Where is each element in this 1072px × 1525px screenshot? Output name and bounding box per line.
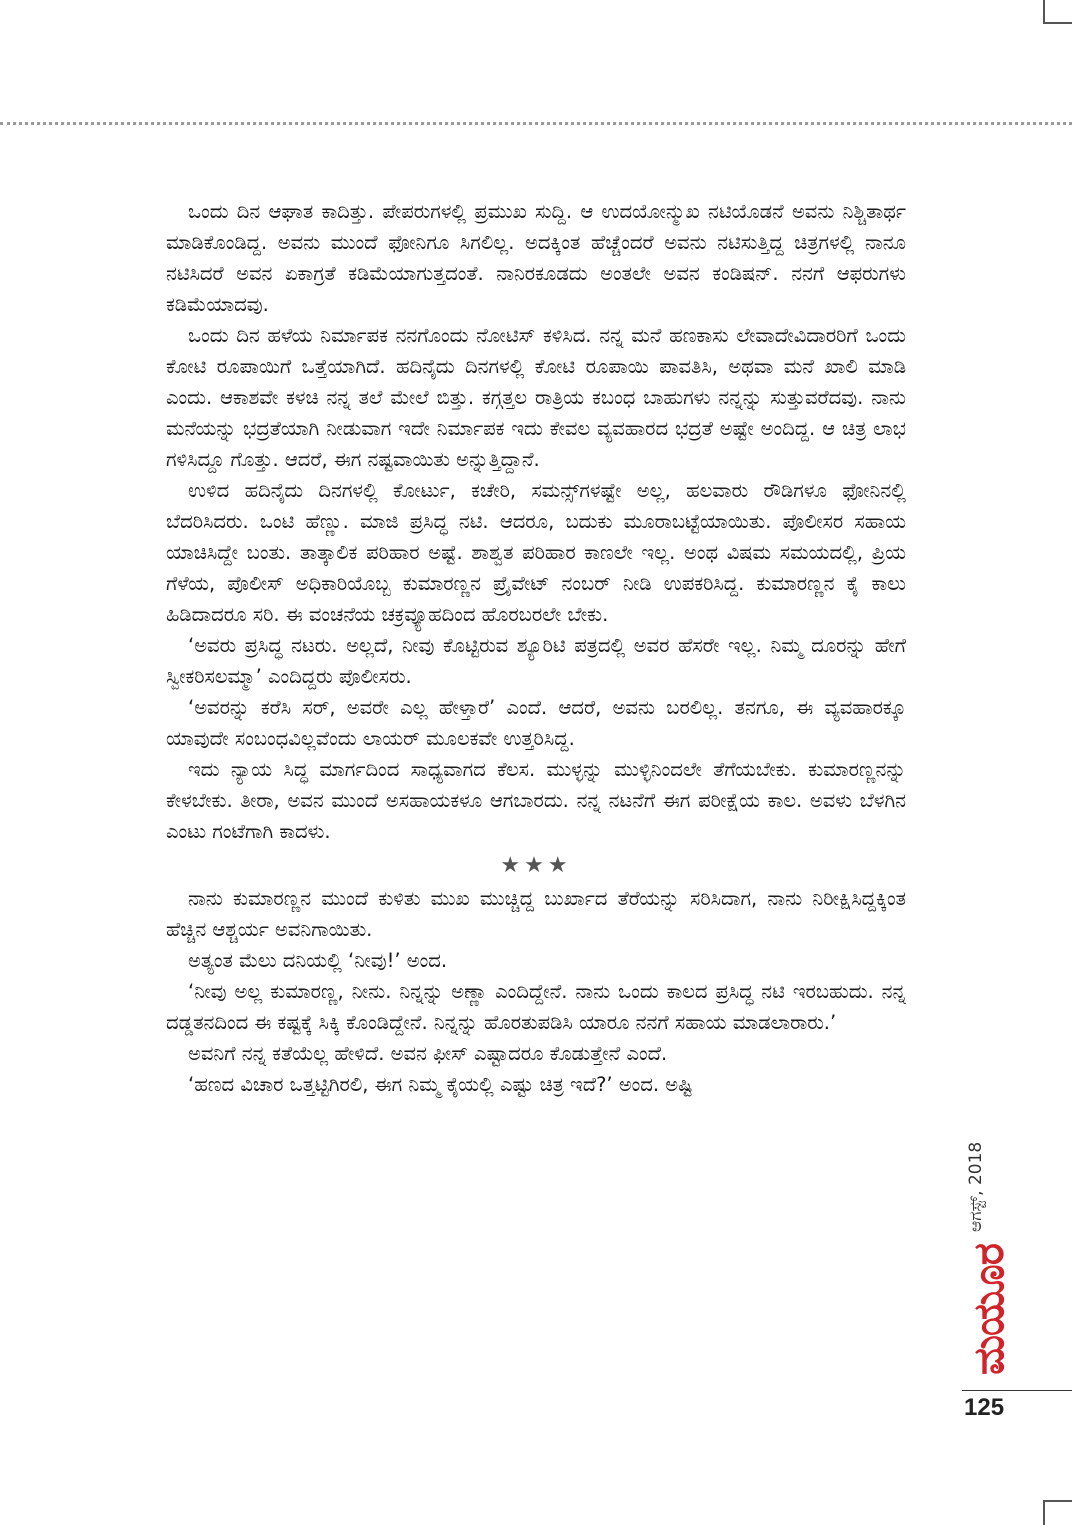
article-body [166, 196, 906, 1100]
paragraph: ಅತ್ಯಂತ ಮೆಲು ದನಿಯಲ್ಲಿ ‘ನೀವು!’ ಅಂದ. [188, 949, 448, 972]
paragraph: ಇದು ನ್ಯಾಯ ಸಿದ್ಧ ಮಾರ್ಗದಿಂದ ಸಾಧ್ಯವಾಗದ ಕೆಲಸ. ಮುಳ್ಳನ್ನು ಮುಳ್ಳಿನಿಂದಲೇ ತೆಗೆಯಬೇಕು. ಕುಮಾರಣ್ಣನನ್ನು ಕೇಳಬೇಕು. ತೀರಾ, ಅವನ ಮುಂದೆ ಅಸಹಾಯಕಳೂ ಆಗಬಾರದು. ನನ್ನ ನಟನೆಗೆ ಈಗ ಪರೀಕ್ಷೆಯ ಕಾಲ. ಅವಳು ಬೆಳಗಿನ ಎಂಟು ಗಂಟೆಗಾಗಿ ಕಾದಳು. [166, 758, 906, 843]
crop-mark-bottom-right-horizontal [1043, 1500, 1072, 1502]
paragraph: ಒಂದು ದಿನ ಹಳೆಯ ನಿರ್ಮಾಪಕ ನನಗೊಂದು ನೋಟಿಸ್ ಕಳಿಸಿದ. ನನ್ನ ಮನೆ ಹಣಕಾಸು ಲೇವಾದೇವಿದಾರರಿಗೆ ಒಂದು ಕೋಟಿ ರೂಪಾಯಿಗೆ ಒತ್ತೆಯಾಗಿದೆ. ಹದಿನೈದು ದಿನಗಳಲ್ಲಿ ಕೋಟಿ ರೂಪಾಯಿ ಪಾವತಿಸಿ, ಅಥವಾ ಮನೆ ಖಾಲಿ ಮಾಡಿ ಎಂದು. ಆಕಾಶವೇ ಕಳಚಿ ನನ್ನ ತಲೆ ಮೇಲೆ ಬಿತ್ತು. ಕಗ್ಗತ್ತಲ ರಾತ್ರಿಯ ಕಬಂಧ ಬಾಹುಗಳು ನನ್ನನ್ನು ಸುತ್ತುವರೆದವು. ನಾನು ಮನೆಯನ್ನು ಭದ್ರತೆಯಾಗಿ ನೀಡುವಾಗ ಇದೇ ನಿರ್ಮಾಪಕ ಇದು ಕೇವಲ ವ್ಯವಹಾರದ ಭದ್ರತೆ ಅಷ್ಟೇ ಅಂದಿದ್ದ. ಆ ಚಿತ್ರ ಲಾಭ ಗಳಿಸಿದ್ದೂ ಗೊತ್ತು. ಆದರೆ, ಈಗ ನಷ್ಟವಾಯಿತು ಅನ್ನುತ್ತಿದ್ದಾನೆ. [166, 324, 906, 471]
page-number: 125 [964, 1394, 1005, 1421]
folio-rule [962, 1390, 1072, 1391]
magazine-masthead: ಮಯೂರ [964, 1244, 1013, 1375]
paragraph: ‘ಹಣದ ವಿಚಾರ ಒತ್ತಟ್ಟಿಗಿರಲಿ, ಈಗ ನಿಮ್ಮ ಕೈಯಲ್ಲಿ ಎಷ್ಟು ಚಿತ್ರ ಇದೆ?’ ಅಂದ. ಅಷ್ಟಿ [188, 1073, 693, 1096]
paragraph: ಅವನಿಗೆ ನನ್ನ ಕತೆಯೆಲ್ಲ ಹೇಳಿದೆ. ಅವನ ಫೀಸ್ ಎಷ್ಟಾದರೂ ಕೊಡುತ್ತೇನೆ ಎಂದೆ. [188, 1042, 668, 1065]
paragraph: ಉಳಿದ ಹದಿನೈದು ದಿನಗಳಲ್ಲಿ ಕೋರ್ಟು, ಕಚೇರಿ, ಸಮನ್ಸ್‌ಗಳಷ್ಟೇ ಅಲ್ಲ, ಹಲವಾರು ರೌಡಿಗಳೂ ಫೋನಿನಲ್ಲಿ ಬೆದರಿಸಿದರು. ಒಂಟಿ ಹೆಣ್ಣು. ಮಾಜಿ ಪ್ರಸಿದ್ಧ ನಟಿ. ಆದರೂ, ಬದುಕು ಮೂರಾಬಟ್ಟೆಯಾಯಿತು. ಪೊಲೀಸರ ಸಹಾಯ ಯಾಚಿಸಿದ್ದೇ ಬಂತು. ತಾತ್ಕಾಲಿಕ ಪರಿಹಾರ ಅಷ್ಟೆ. ಶಾಶ್ವತ ಪರಿಹಾರ ಕಾಣಲೇ ಇಲ್ಲ. ಅಂಥ ವಿಷಮ ಸಮಯದಲ್ಲಿ, ಪ್ರಿಯ ಗೆಳೆಯ, ಪೊಲೀಸ್ ಅಧಿಕಾರಿಯೊಬ್ಬ ಕುಮಾರಣ್ಣನ ಪ್ರೈವೇಟ್ ನಂಬರ್ ನೀಡಿ ಉಪಕರಿಸಿದ್ದ. ಕುಮಾರಣ್ಣನ ಕೈ ಕಾಲು ಹಿಡಿದಾದರೂ ಸರಿ. ಈ ವಂಚನೆಯ ಚಕ್ರವ್ಯೂಹದಿಂದ ಹೊರಬರಲೇ ಬೇಕು. [166, 479, 906, 626]
paragraph: ‘ಅವರು ಪ್ರಸಿದ್ಧ ನಟರು. ಅಲ್ಲದೆ, ನೀವು ಕೊಟ್ಟಿರುವ ಶ್ಯೂರಿಟಿ ಪತ್ರದಲ್ಲಿ ಅವರ ಹೆಸರೇ ಇಲ್ಲ. ನಿಮ್ಮ ದೂರನ್ನು ಹೇಗೆ ಸ್ವೀಕರಿಸಲಮ್ಮಾ’ ಎಂದಿದ್ದರು ಪೊಲೀಸರು. [166, 634, 906, 688]
crop-mark-bottom-right-vertical [1043, 1500, 1045, 1525]
paragraph: ನಾನು ಕುಮಾರಣ್ಣನ ಮುಂದೆ ಕುಳಿತು ಮುಖ ಮುಚ್ಚಿದ್ದ ಬುರ್ಖಾದ ತೆರೆಯನ್ನು ಸರಿಸಿದಾಗ, ನಾನು ನಿರೀಕ್ಷಿಸಿದ್ದಕ್ಕಿಂತ ಹೆಚ್ಚಿನ ಆಶ್ಚರ್ಯ ಅವನಿಗಾಯಿತು. [166, 887, 906, 941]
dotted-divider [0, 122, 1072, 125]
crop-mark-top-right-vertical [1043, 0, 1045, 24]
section-separator: ★★★ [500, 853, 572, 878]
crop-mark-top-right-horizontal [1043, 22, 1072, 24]
paragraph: ಒಂದು ದಿನ ಆಘಾತ ಕಾದಿತ್ತು. ಪೇಪರುಗಳಲ್ಲಿ ಪ್ರಮುಖ ಸುದ್ದಿ. ಆ ಉದಯೋನ್ಮುಖ ನಟಿಯೊಡನೆ ಅವನು ನಿಶ್ಚಿತಾರ್ಥ ಮಾಡಿಕೊಂಡಿದ್ದ. ಅವನು ಮುಂದೆ ಫೋನಿಗೂ ಸಿಗಲಿಲ್ಲ. ಅದಕ್ಕಿಂತ ಹೆಚ್ಚೆಂದರೆ ಅವನು ನಟಿಸುತ್ತಿದ್ದ ಚಿತ್ರಗಳಲ್ಲಿ ನಾನೂ ನಟಿಸಿದರೆ ಅವನ ಏಕಾಗ್ರತೆ ಕಡಿಮೆಯಾಗುತ್ತದಂತೆ. ನಾನಿರಕೂಡದು ಅಂತಲೇ ಅವನ ಕಂಡಿಷನ್. ನನಗೆ ಆಫರುಗಳು ಕಡಿಮೆಯಾದವು. [166, 200, 906, 316]
issue-date: ಆಗಸ್ಟ್, 2018 [966, 1141, 986, 1232]
paragraph: ‘ನೀವು ಅಲ್ಲ ಕುಮಾರಣ್ಣ, ನೀನು. ನಿನ್ನನ್ನು ಅಣ್ಣಾ ಎಂದಿದ್ದೇನೆ. ನಾನು ಒಂದು ಕಾಲದ ಪ್ರಸಿದ್ಧ ನಟಿ ಇರಬಹುದು. ನನ್ನ ದಡ್ಡತನದಿಂದ ಈ ಕಷ್ಟಕ್ಕೆ ಸಿಕ್ಕಿ ಕೊಂಡಿದ್ದೇನೆ. ನಿನ್ನನ್ನು ಹೊರತುಪಡಿಸಿ ಯಾರೂ ನನಗೆ ಸಹಾಯ ಮಾಡಲಾರಾರು.’ [166, 980, 906, 1034]
paragraph: ‘ಅವರನ್ನು ಕರೆಸಿ ಸರ್, ಅವರೇ ಎಲ್ಲ ಹೇಳ್ತಾರೆ’ ಎಂದೆ. ಆದರೆ, ಅವನು ಬರಲಿಲ್ಲ. ತನಗೂ, ಈ ವ್ಯವಹಾರಕ್ಕೂ ಯಾವುದೇ ಸಂಬಂಧವಿಲ್ಲವೆಂದು ಲಾಯರ್ ಮೂಲಕವೇ ಉತ್ತರಿಸಿದ್ದ. [166, 696, 906, 750]
